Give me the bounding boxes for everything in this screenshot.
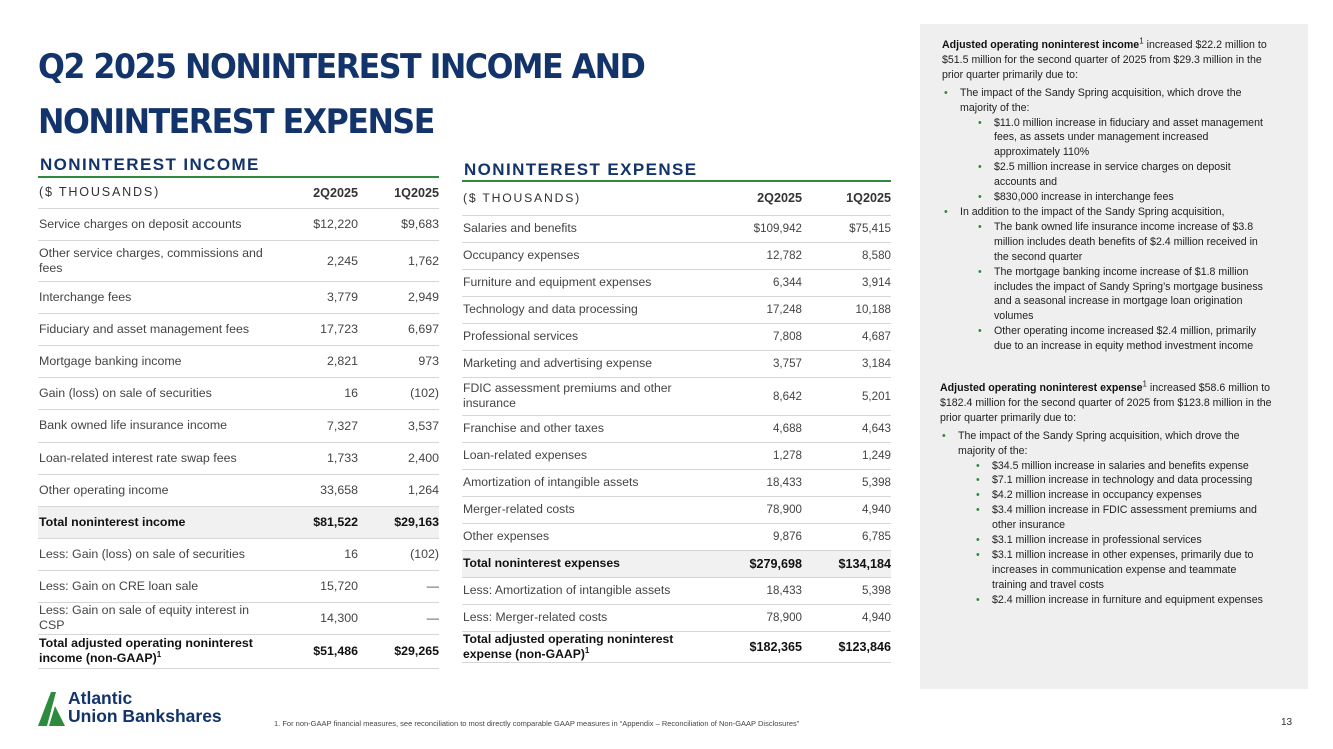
row-label: Marketing and advertising expense <box>462 350 704 377</box>
table-row <box>38 474 439 506</box>
value-2q2025: 2,821 <box>276 345 358 377</box>
table-header-row <box>462 182 891 215</box>
table-row <box>462 242 891 269</box>
table-header-row <box>38 178 439 208</box>
row-label: ($ THOUSANDS) <box>38 178 276 208</box>
table-row <box>462 350 891 377</box>
value-1q2025: — <box>358 602 439 634</box>
value-2q2025: 7,327 <box>276 409 358 442</box>
row-label: Merger-related costs <box>462 496 704 523</box>
table-row <box>462 215 891 242</box>
page-title-line-1: Q2 2025 NONINTEREST INCOME AND <box>38 47 645 87</box>
value-2q2025: 33,658 <box>276 474 358 506</box>
logo-mark-icon <box>38 690 66 726</box>
row-label: Loan-related expenses <box>462 442 704 469</box>
company-logo <box>38 690 263 730</box>
value-1q2025: 3,184 <box>802 350 891 377</box>
table-row <box>462 469 891 496</box>
adjusted-total-row <box>38 634 439 668</box>
less-row <box>38 538 439 570</box>
footnote: 1. For non-GAAP financial measures, see reconciliation to most directly comparable GAAP measures in “Appendix – Reconciliation of Non-GAAP Disclosures” <box>274 719 800 728</box>
row-label: ($ THOUSANDS) <box>462 182 704 215</box>
less-row <box>462 604 891 631</box>
value-1q2025: $134,184 <box>802 550 891 577</box>
value-2q2025: 3,779 <box>276 281 358 313</box>
value-2q2025: 16 <box>276 538 358 570</box>
row-label: Amortization of intangible assets <box>462 469 704 496</box>
value-2q2025: 16 <box>276 377 358 409</box>
row-label: Total noninterest expenses <box>462 550 704 577</box>
logo-line-1: Atlantic <box>68 688 133 708</box>
income-commentary-lead-bold: Adjusted operating noninterest income <box>942 39 1140 51</box>
row-label: Gain (loss) on sale of securities <box>38 377 276 409</box>
row-label: Less: Gain (loss) on sale of securities <box>38 538 276 570</box>
less-row <box>38 602 439 634</box>
value-1q2025: (102) <box>358 377 439 409</box>
table-row <box>462 269 891 296</box>
page-number: 13 <box>1281 717 1293 728</box>
commentary-sub-bullet: • $830,000 increase in interchange fees <box>960 190 1272 205</box>
value-2q2025: 17,248 <box>704 296 802 323</box>
value-2q2025: 78,900 <box>704 604 802 631</box>
value-2q2025: 2Q2025 <box>276 178 358 208</box>
table-row <box>462 415 891 442</box>
row-label: Less: Gain on CRE loan sale <box>38 570 276 602</box>
value-2q2025: $109,942 <box>704 215 802 242</box>
commentary-sub-bullet: • $3.1 million increase in other expenses, primarily due to increases in communication expense and teammate training and travel costs <box>958 548 1272 593</box>
expense-section-heading: NONINTEREST EXPENSE <box>464 160 698 179</box>
row-label: Furniture and equipment expenses <box>462 269 704 296</box>
value-2q2025: 15,720 <box>276 570 358 602</box>
value-2q2025: $81,522 <box>276 506 358 538</box>
value-1q2025: $29,265 <box>358 634 439 668</box>
value-1q2025: 6,785 <box>802 523 891 550</box>
commentary-sub-bullet: • $3.4 million increase in FDIC assessment premiums and other insurance <box>958 503 1272 533</box>
commentary-sub-bullet: • $7.1 million increase in technology and data processing <box>958 473 1272 488</box>
table-row <box>38 409 439 442</box>
value-1q2025: (102) <box>358 538 439 570</box>
table-row <box>38 377 439 409</box>
income-section-heading: NONINTEREST INCOME <box>40 155 260 174</box>
value-2q2025: 4,688 <box>704 415 802 442</box>
page-title-line-2: NONINTEREST EXPENSE <box>38 102 434 142</box>
row-label: Other service charges, commissions and fees <box>38 240 276 281</box>
value-1q2025: $123,846 <box>802 631 891 662</box>
expense-table <box>462 182 891 663</box>
value-2q2025: 14,300 <box>276 602 358 634</box>
table-row <box>38 240 439 281</box>
row-label: Other expenses <box>462 523 704 550</box>
logo-line-2: Union Bankshares <box>68 705 222 726</box>
value-1q2025: 4,643 <box>802 415 891 442</box>
value-2q2025: 17,723 <box>276 313 358 345</box>
row-label: Less: Gain on sale of equity interest in CSP <box>38 602 276 634</box>
value-1q2025: 4,940 <box>802 604 891 631</box>
adjusted-total-row <box>462 631 891 662</box>
value-2q2025: 6,344 <box>704 269 802 296</box>
value-2q2025: 9,876 <box>704 523 802 550</box>
row-label: Technology and data processing <box>462 296 704 323</box>
value-1q2025: — <box>358 570 439 602</box>
expense-commentary-bullets <box>940 429 1272 608</box>
less-row <box>462 577 891 604</box>
row-label: Franchise and other taxes <box>462 415 704 442</box>
row-label: Total adjusted operating noninterest expense (non-GAAP)$^1$ <box>462 631 704 662</box>
value-1q2025: 5,201 <box>802 377 891 415</box>
value-2q2025: $51,486 <box>276 634 358 668</box>
commentary-sub-bullet: • The mortgage banking income increase of $1.8 million includes the impact of Sandy Spring’s mortgage business and a seasonal increase in mortgage loan origination volumes <box>960 265 1272 325</box>
logo-text <box>68 690 222 725</box>
income-commentary-bullets <box>942 86 1272 354</box>
table-row <box>462 377 891 415</box>
value-1q2025: 4,687 <box>802 323 891 350</box>
value-1q2025: 1,249 <box>802 442 891 469</box>
value-2q2025: 18,433 <box>704 469 802 496</box>
table-row <box>38 313 439 345</box>
value-2q2025: 1,733 <box>276 442 358 474</box>
value-2q2025: 3,757 <box>704 350 802 377</box>
commentary-sub-bullet: • $11.0 million increase in fiduciary and asset management fees, as assets under management increased approximately 110% <box>960 116 1272 161</box>
value-1q2025: 1,264 <box>358 474 439 506</box>
value-1q2025: 5,398 <box>802 577 891 604</box>
table-row <box>462 323 891 350</box>
expense-commentary-lead: Adjusted operating noninterest expense$^1$ increased $58.6 million to $182.4 million for the second quarter of 2025 from $123.8 million in the prior quarter primarily due to: <box>940 379 1272 424</box>
table-row <box>462 442 891 469</box>
value-1q2025: 2,949 <box>358 281 439 313</box>
value-1q2025: 5,398 <box>802 469 891 496</box>
row-label: Professional services <box>462 323 704 350</box>
row-label: Loan-related interest rate swap fees <box>38 442 276 474</box>
row-label: Salaries and benefits <box>462 215 704 242</box>
value-1q2025: 2,400 <box>358 442 439 474</box>
value-1q2025: $29,163 <box>358 506 439 538</box>
value-1q2025: 4,940 <box>802 496 891 523</box>
value-1q2025: $9,683 <box>358 208 439 240</box>
commentary-bullet: • In addition to the impact of the Sandy Spring acquisition, • The bank owned life insurance income increase of $3.8 million includes death benefits of $2.4 million received in the second quarter • The mortgage banking income increase of $1.8 million includes the impact of Sandy Spring’s mortgage business and a seasonal increase in mortgage loan origination volumes • Other operating income increased $2.4 million, primarily due to an increase in equity method investment income <box>942 205 1272 354</box>
table-row <box>462 523 891 550</box>
value-2q2025: 8,642 <box>704 377 802 415</box>
value-2q2025: $279,698 <box>704 550 802 577</box>
value-1q2025: 3,537 <box>358 409 439 442</box>
value-2q2025: $182,365 <box>704 631 802 662</box>
commentary-sub-bullets <box>958 459 1272 608</box>
row-label: Mortgage banking income <box>38 345 276 377</box>
commentary-sub-bullet: • $4.2 million increase in occupancy expenses <box>958 488 1272 503</box>
value-1q2025: 1Q2025 <box>802 182 891 215</box>
commentary-sub-bullets <box>960 116 1272 205</box>
row-label: Less: Merger-related costs <box>462 604 704 631</box>
expense-commentary <box>940 381 1272 608</box>
table-row <box>38 345 439 377</box>
row-label: Occupancy expenses <box>462 242 704 269</box>
value-2q2025: $12,220 <box>276 208 358 240</box>
total-row <box>462 550 891 577</box>
less-row <box>38 570 439 602</box>
commentary-sub-bullet: • The bank owned life insurance income increase of $3.8 million includes death benefits of $2.4 million received in the second quarter <box>960 220 1272 265</box>
commentary-sub-bullet: • $34.5 million increase in salaries and benefits expense <box>958 459 1272 474</box>
value-2q2025: 12,782 <box>704 242 802 269</box>
value-1q2025: 1,762 <box>358 240 439 281</box>
value-1q2025: 6,697 <box>358 313 439 345</box>
total-row <box>38 506 439 538</box>
row-label: Interchange fees <box>38 281 276 313</box>
commentary-sub-bullet: • $2.5 million increase in service charges on deposit accounts and <box>960 160 1272 190</box>
commentary-sub-bullet: • $2.4 million increase in furniture and equipment expenses <box>958 593 1272 608</box>
commentary-bullet: • The impact of the Sandy Spring acquisition, which drove the majority of the: • $34.5 million increase in salaries and benefits expense • $7.1 million increase in technology and data processing • $4.2 million increase in occupancy expenses • $3.4 million increase in FDIC assessment premiums and other insurance • $3.1 million increase in professional services • $3.1 million increase in other expenses, primarily due to increases in communication expense and teammate training and travel costs • $2.4 million increase in furniture and equipment expenses <box>940 429 1272 608</box>
value-1q2025: 1Q2025 <box>358 178 439 208</box>
table-row <box>462 496 891 523</box>
expense-commentary-lead-bold: Adjusted operating noninterest expense <box>940 382 1143 394</box>
value-2q2025: 2Q2025 <box>704 182 802 215</box>
commentary-sub-bullet: • Other operating income increased $2.4 million, primarily due to an increase in equity method investment income <box>960 324 1272 354</box>
row-label: Service charges on deposit accounts <box>38 208 276 240</box>
row-label: Bank owned life insurance income <box>38 409 276 442</box>
value-2q2025: 1,278 <box>704 442 802 469</box>
value-2q2025: 2,245 <box>276 240 358 281</box>
value-1q2025: 8,580 <box>802 242 891 269</box>
row-label: FDIC assessment premiums and other insurance <box>462 377 704 415</box>
value-1q2025: $75,415 <box>802 215 891 242</box>
value-2q2025: 7,808 <box>704 323 802 350</box>
page-title <box>38 40 670 150</box>
row-label: Less: Amortization of intangible assets <box>462 577 704 604</box>
row-label: Total adjusted operating noninterest income (non-GAAP)$^1$ <box>38 634 276 668</box>
row-label: Fiduciary and asset management fees <box>38 313 276 345</box>
row-label: Total noninterest income <box>38 506 276 538</box>
table-row <box>38 281 439 313</box>
commentary-bullet: • The impact of the Sandy Spring acquisition, which drove the majority of the: • $11.0 million increase in fiduciary and asset management fees, as assets under management increased approximately 110% • $2.5 million increase in service charges on deposit accounts and • $830,000 increase in interchange fees <box>942 86 1272 205</box>
commentary-sub-bullets <box>960 220 1272 354</box>
value-1q2025: 10,188 <box>802 296 891 323</box>
row-label: Other operating income <box>38 474 276 506</box>
table-row <box>38 208 439 240</box>
value-1q2025: 3,914 <box>802 269 891 296</box>
value-1q2025: 973 <box>358 345 439 377</box>
value-2q2025: 18,433 <box>704 577 802 604</box>
income-commentary-lead: Adjusted operating noninterest income$^1$ increased $22.2 million to $51.5 million for the second quarter of 2025 from $29.3 million in the prior quarter primarily due to: <box>942 36 1267 81</box>
table-row <box>462 296 891 323</box>
income-commentary <box>942 38 1272 354</box>
table-row <box>38 442 439 474</box>
value-2q2025: 78,900 <box>704 496 802 523</box>
commentary-sub-bullet: • $3.1 million increase in professional services <box>958 533 1272 548</box>
income-table <box>38 178 439 669</box>
